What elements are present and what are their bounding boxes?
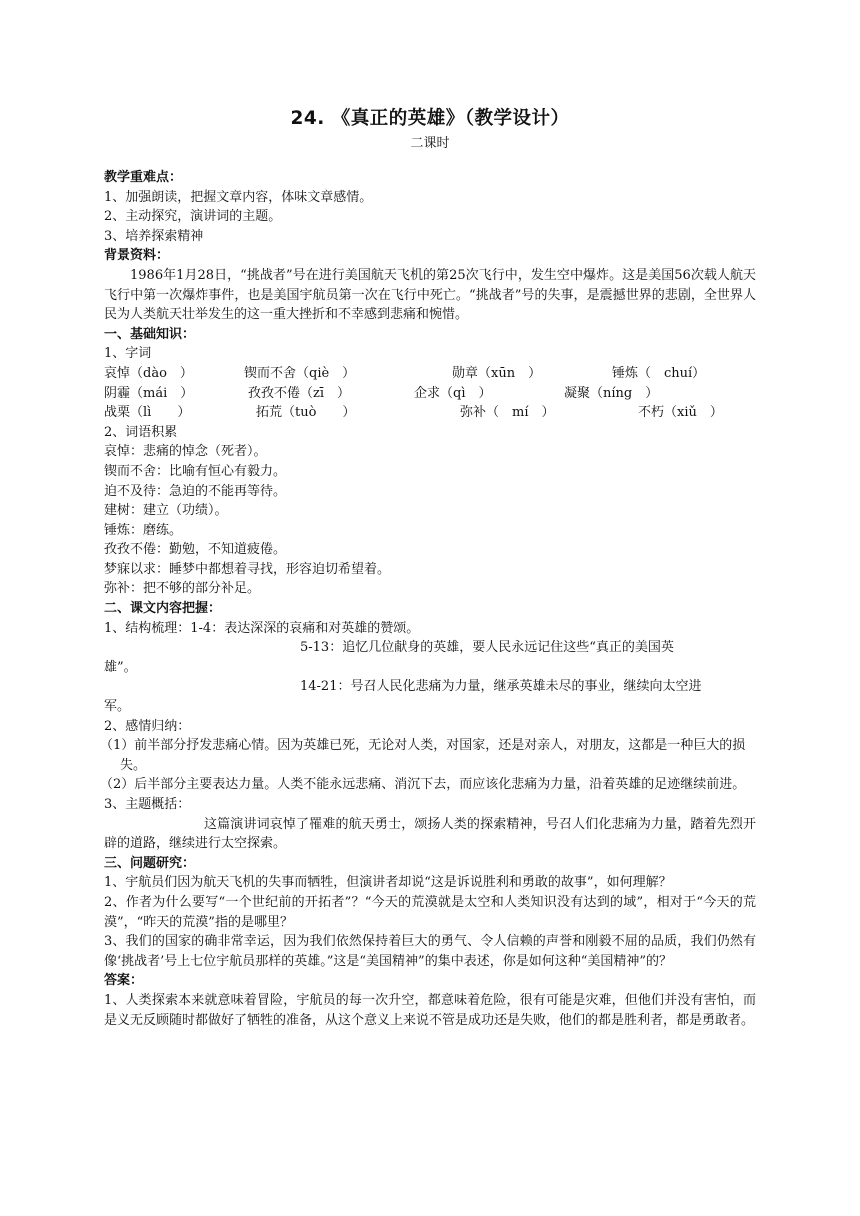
emotion-point: （2）后半部分主要表达力量。人类不能永远悲痛、消沉下去，而应该化悲痛为力量，沿着英雄的足迹继续前进。 xyxy=(100,777,746,793)
structure-line: 1、结构梳理：1-4：表达深深的哀痛和对英雄的赞颂。 xyxy=(104,620,420,636)
section-heading: 一、基础知识： xyxy=(104,326,196,342)
vocab-row xyxy=(104,403,756,423)
list-item: 1、加强朗读，把握文章内容，体味文章感情。 xyxy=(104,189,373,205)
emotion-point: （1）前半部分抒发悲痛心情。因为英雄已死，无论对人类，对国家，还是对亲人，对朋友，这都是一种巨大的损失。 xyxy=(100,738,746,773)
word-definition: 迫不及待：急迫的不能再等待。 xyxy=(104,483,287,499)
structure-line: 5-13：追忆几位献身的英雄，要人民永远记住这些“真正的美国英 xyxy=(300,640,674,656)
word-definition: 哀悼：悲痛的悼念（死者）。 xyxy=(104,444,267,460)
subheading: 3、主题概括： xyxy=(104,797,191,812)
vocab-entry: 阴霾（mái ） xyxy=(104,385,194,401)
section-heading: 教学重难点： xyxy=(104,170,183,185)
vocab-entry: 不朽（xiǔ ） xyxy=(638,405,723,421)
answer-item: 1、人类探索本来就意味着冒险，宇航员的每一次升空，都意味着危险，很有可能是灾难，但他们并没有害怕，而是义无反顾随时都做好了牺牲的准备，从这个意义上来说不管是成功还是失败，他们的都是胜利者，都是勇敢者。 xyxy=(104,992,756,1028)
subheading: 2、词语积累 xyxy=(104,424,178,440)
vocab-row xyxy=(104,384,756,404)
word-definition: 孜孜不倦：勤勉，不知道疲倦。 xyxy=(104,542,287,558)
word-definition: 建树：建立（功绩）。 xyxy=(104,503,228,519)
word-definition: 梦寐以求：睡梦中都想着寻找，形容迫切希望着。 xyxy=(104,561,391,577)
list-item: 2、主动探究，演讲词的主题。 xyxy=(104,209,282,225)
vocab-entry: 凝聚（níng ） xyxy=(564,385,659,401)
section-heading: 二、课文内容把握： xyxy=(104,601,222,617)
word-definition: 锤炼：磨练。 xyxy=(104,522,183,538)
vocab-entry: 哀悼（dào ） xyxy=(104,365,193,381)
vocab-entry: 锲而不舍（qiè ） xyxy=(244,365,356,381)
doc-title: 24. 《真正的英雄》（教学设计） xyxy=(290,108,570,129)
theme-paragraph: 这篇演讲词哀悼了罹难的航天勇士，颂扬人类的探索精神，号召人们化悲痛为力量，踏着先烈开辟的道路，继续进行太空探索。 xyxy=(104,816,756,852)
structure-line: 雄”。 xyxy=(104,659,137,675)
vocab-entry: 拓荒（tuò ） xyxy=(256,405,356,421)
subheading: 1、字词 xyxy=(104,346,152,362)
word-definition: 锲而不舍：比喻有恒心有毅力。 xyxy=(104,463,287,479)
structure-line: 军。 xyxy=(104,699,131,715)
section-heading: 三、问题研究： xyxy=(104,855,196,871)
subheading: 2、感情归纳： xyxy=(104,718,191,734)
vocab-entry: 弥补（ mí ） xyxy=(460,405,555,421)
section-heading: 答案： xyxy=(104,973,144,989)
vocab-entry: 企求（qì ） xyxy=(414,385,492,401)
vocab-entry: 孜孜不倦（zī ） xyxy=(248,385,351,401)
doc-body xyxy=(100,168,756,1030)
background-paragraph: 1986年1月28日，“挑战者”号在进行美国航天飞机的第25次飞行中，发生空中爆炸。这是美国56次载人航天飞行中第一次爆炸事件，也是美国宇航员第一次在飞行中死亡。“挑战者”号的失事，是震撼世界的悲剧，全世界人民为人类航天壮举发生的这一重大挫折和不幸感到悲痛和惋惜。 xyxy=(104,267,756,323)
list-item: 3、培养探索精神 xyxy=(104,228,204,244)
structure-line: 14-21：号召人民化悲痛为力量，继承英雄未尽的事业，继续向太空进 xyxy=(300,679,702,695)
question-item: 1、宇航员们因为航天飞机的失事而牺牲，但演讲者却说“这是诉说胜利和勇敢的故事”，如何理解？ xyxy=(104,875,672,891)
vocab-entry: 战栗（lì ） xyxy=(104,405,191,421)
question-item: 2、作者为什么要写“一个世纪前的开拓者”？“今天的荒漠就是太空和人类知识没有达到的域”，相对于“今天的荒漠”，“昨天的荒漠”指的是哪里？ xyxy=(104,894,756,930)
section-heading: 背景资料： xyxy=(104,248,170,264)
vocab-entry: 锤炼（ chuí） xyxy=(612,365,706,381)
doc-subtitle: 二课时 xyxy=(410,136,450,151)
question-item: 3、我们的国家的确非常幸运，因为我们依然保持着巨大的勇气、令人信赖的声誉和刚毅不屈的品质，我们仍然有像‘挑战者’号上七位宇航员那样的英雄。”这是“美国精神”的集中表述，你是如何这种“美国精神”的？ xyxy=(104,934,756,969)
vocab-entry: 勋章（xūn ） xyxy=(452,365,542,381)
vocab-row xyxy=(104,364,756,384)
word-definition: 弥补：把不够的部分补足。 xyxy=(104,581,261,597)
